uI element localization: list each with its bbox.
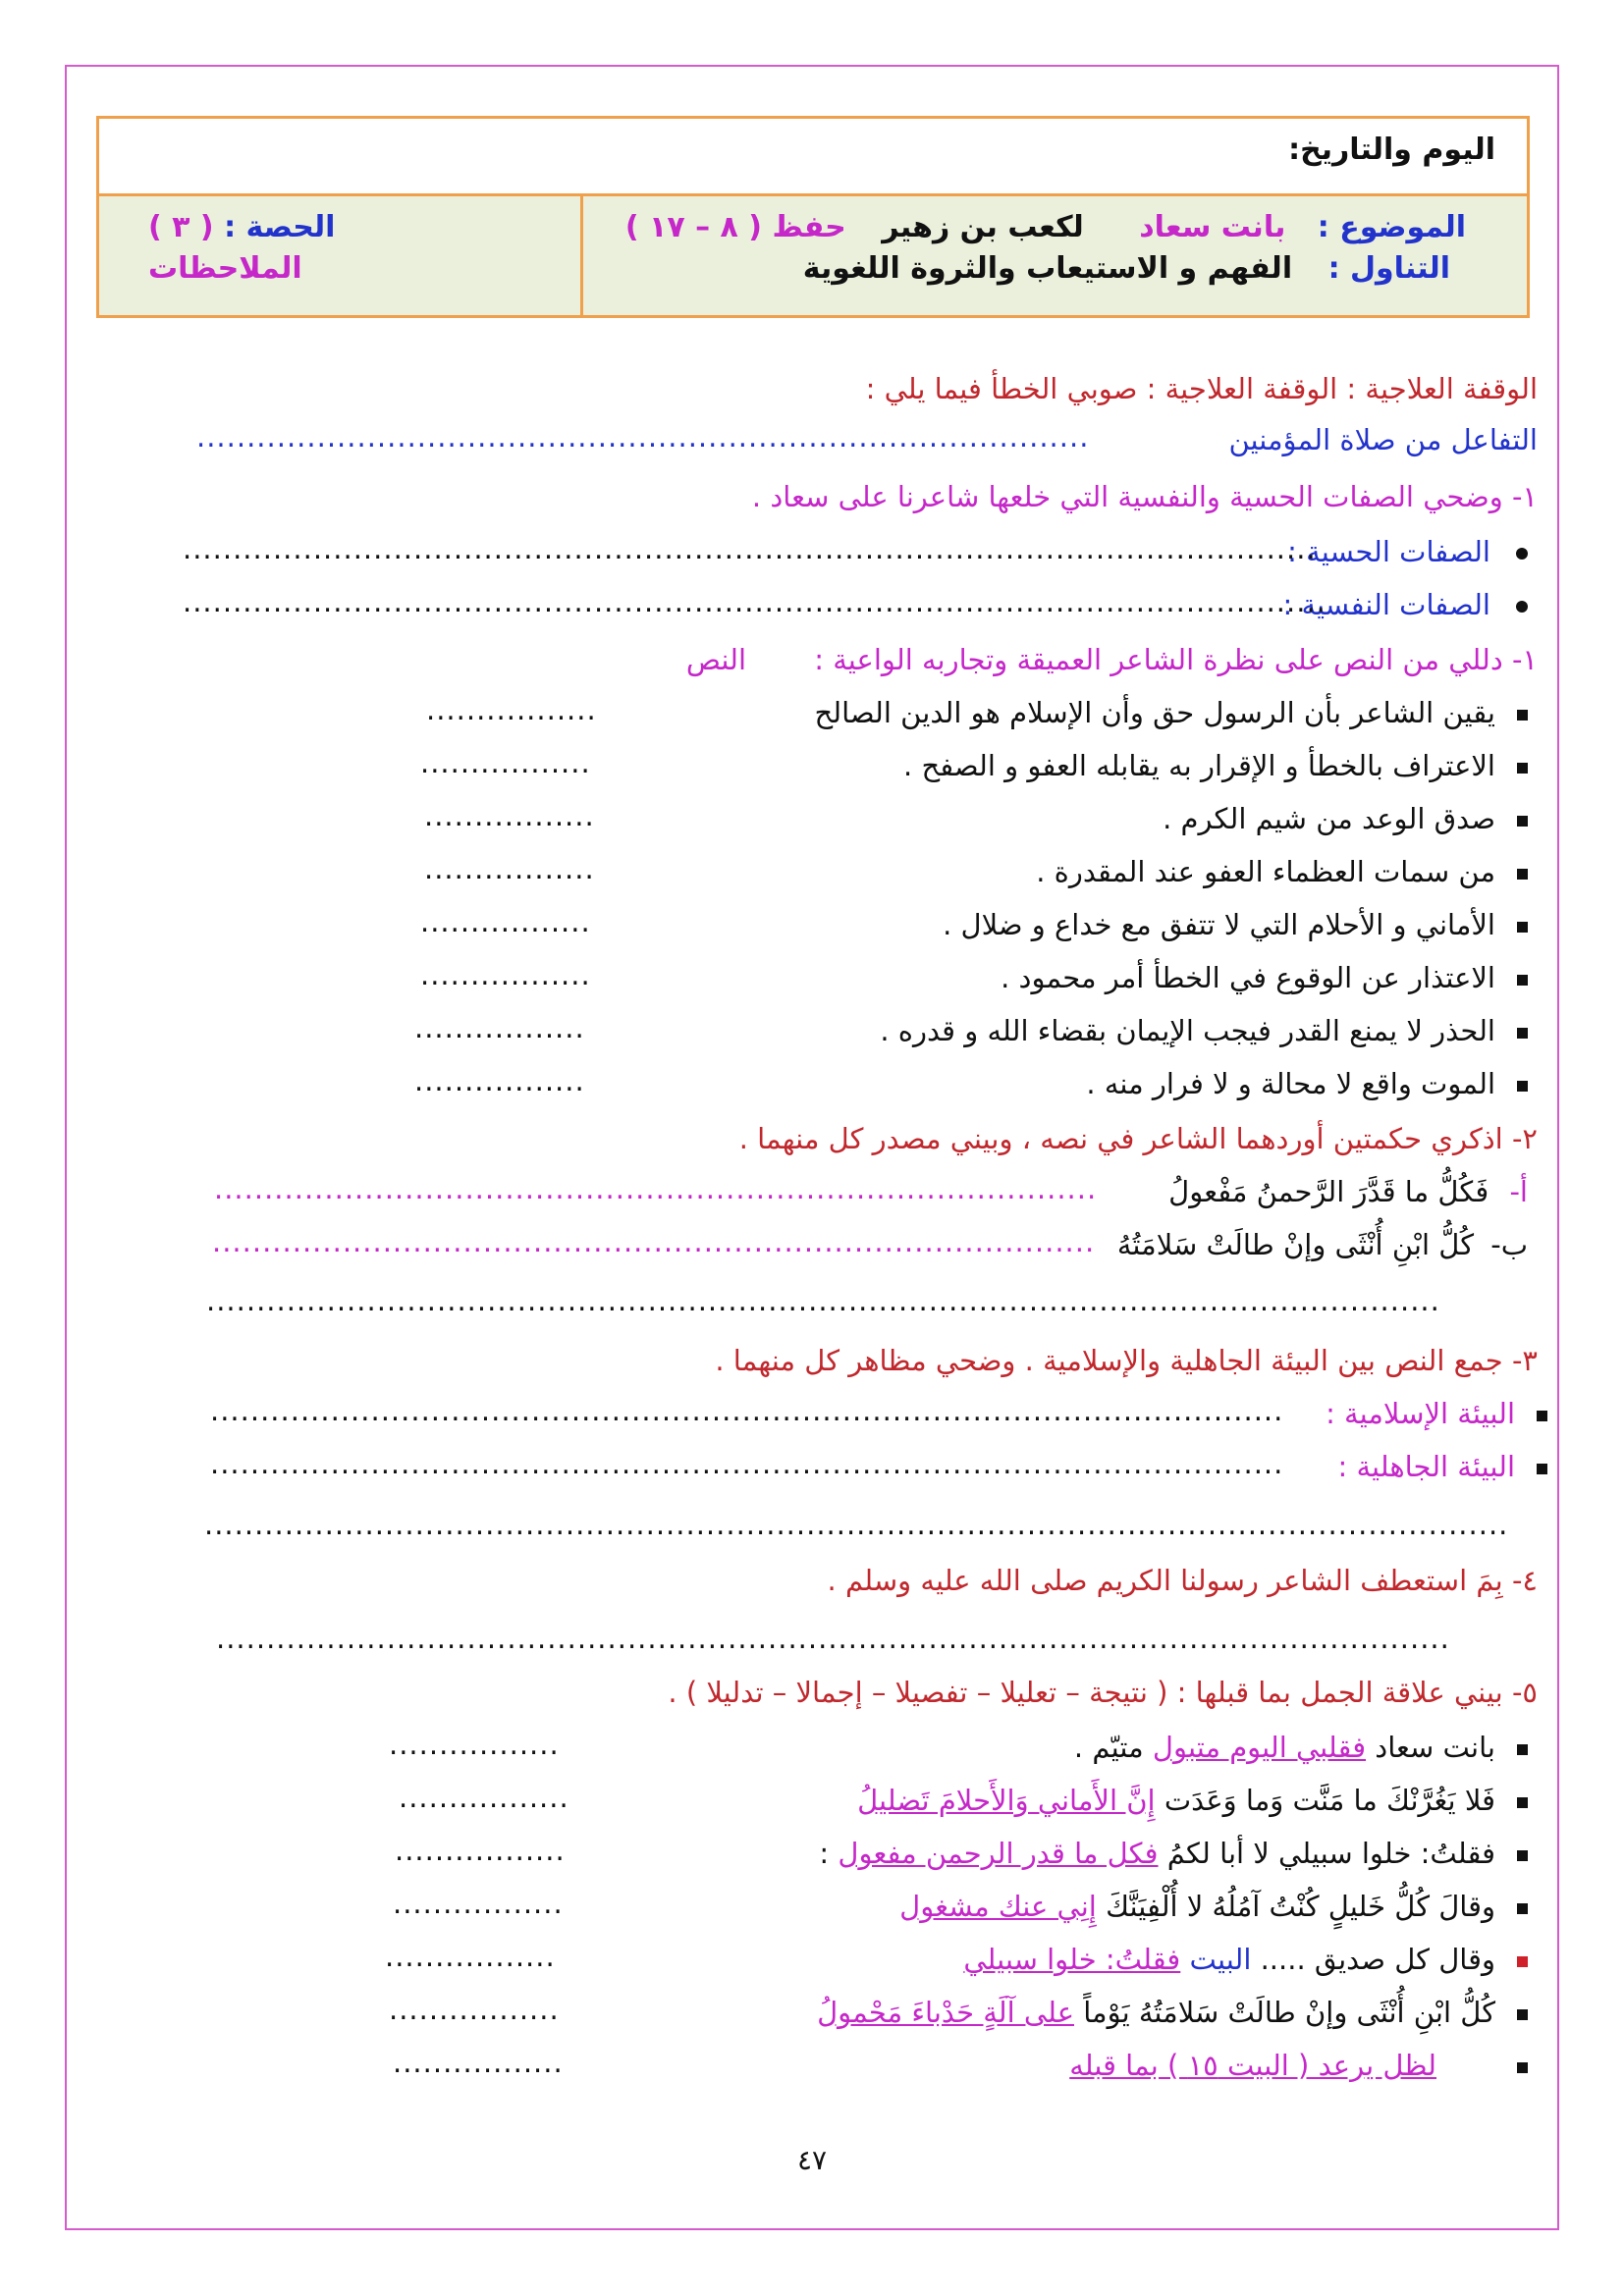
list-item — [963, 1940, 1528, 1979]
list-item — [1036, 852, 1528, 891]
bullet-icon — [1517, 869, 1528, 880]
wisdom-a-answer-line[interactable]: ........................................................................................ — [214, 1172, 1098, 1205]
list-item-text: من سمات العظماء العفو عند المقدرة . — [1036, 855, 1495, 888]
bullet-icon — [1517, 1903, 1528, 1914]
jahili-env-label: البيئة الجاهلية : — [1337, 1450, 1515, 1483]
list-item-text: الأماني و الأحلام التي لا تتفق مع خداع و ضلال . — [943, 908, 1495, 941]
wisdom-b — [1117, 1225, 1528, 1264]
bullet-icon — [1517, 710, 1528, 721]
answer-line[interactable]: ................. — [393, 1887, 564, 1920]
memorize-label: حفظ — [772, 210, 846, 244]
verse-highlight: إِنِي عنك مشغول — [899, 1890, 1097, 1923]
list-item — [815, 693, 1528, 732]
psych-answer-line[interactable]: .................................................................................................................. — [183, 585, 1326, 618]
memorize-range: ( ٨ – ١٧ ) — [624, 210, 762, 244]
bullet-icon — [1516, 601, 1528, 613]
answer-line[interactable]: ................. — [426, 693, 597, 726]
question-4-title: ٣- جمع النص بين البيئة الجاهلية والإسلامية . وضحي مظاهر كل منهما . — [715, 1344, 1538, 1377]
list-item — [1074, 1728, 1528, 1767]
list-item — [817, 1993, 1528, 2032]
verse-highlight: فقلبي اليوم متبول — [1152, 1731, 1367, 1764]
verse-highlight: إِنَّ الأَماني وَالأَحلامَ تَضليلُ — [857, 1784, 1156, 1817]
islamic-env-label: البيئة الإسلامية : — [1326, 1397, 1515, 1430]
answer-line[interactable]: ................. — [420, 958, 591, 991]
period-value: ( ٣ ) — [148, 210, 214, 244]
list-item — [880, 1011, 1528, 1050]
sensory-answer-line[interactable]: ................................................................................................................. — [183, 532, 1317, 565]
psych-label: الصفات النفسية : — [1282, 588, 1490, 621]
answer-line[interactable]: ................. — [389, 1728, 560, 1761]
question-1-title: ١- وضحي الصفات الحسية والنفسية التي خلعها شاعرنا على سعاد . — [751, 480, 1538, 513]
bullet-icon — [1517, 2009, 1528, 2020]
question-6-title: ٥- بيني علاقة الجمل بما قبلها : ( نتيجة – تعليلا – تفصيلا – إجمالا – تدليلا ) . — [668, 1676, 1538, 1709]
answer-line[interactable]: ................. — [414, 1064, 585, 1097]
list-item — [857, 1781, 1528, 1820]
notes-label: الملاحظات — [148, 251, 302, 286]
list-item — [1001, 958, 1528, 997]
bullet-icon — [1517, 2062, 1528, 2073]
text-column-label: النص — [685, 643, 747, 676]
list-item-text: يقين الشاعر بأن الرسول حق وأن الإسلام هو الدين الصالح — [814, 696, 1495, 729]
verse-tail: متيّم . — [1073, 1731, 1153, 1764]
wisdom-a — [1168, 1172, 1528, 1211]
list-item-text: الحذر لا يمنع القدر فيجب الإيمان بقضاء الله و قدره . — [880, 1014, 1495, 1047]
list-item — [899, 1887, 1528, 1926]
bullet-icon — [1517, 816, 1528, 827]
islamic-env-row — [1326, 1394, 1547, 1433]
islamic-env-answer-line[interactable]: ........................................................................................................... — [210, 1394, 1284, 1427]
verse-text: فَلا يَغُرَّنْكَ ما مَنَّت وَما وَعَدَت — [1155, 1784, 1495, 1817]
list-item-text: صدق الوعد من شيم الكرم . — [1163, 802, 1495, 835]
bullet-icon — [1517, 922, 1528, 933]
question-5-title: ٤- بِمَ استعطف الشاعر رسولنا الكريم صلى الله عليه وسلم . — [827, 1564, 1538, 1597]
list-item-text: الموت واقع لا محالة و لا فرار منه . — [1086, 1067, 1495, 1100]
topic-value: الفهم و الاستيعاب والثروة اللغوية — [802, 251, 1293, 286]
answer-line[interactable]: ................. — [399, 1781, 569, 1814]
answer-line[interactable]: ................. — [420, 905, 591, 938]
verse-text: كُلُّ ابْنِ أُنْثَى وإنْ طالَتْ سَلامَتُهُ يَوْماً — [1074, 1996, 1495, 2029]
verse-highlight: لظل يرعد ( البيت ١٥ ) بما قبله — [1069, 2049, 1436, 2082]
jahili-env-row — [1337, 1447, 1547, 1486]
answer-line[interactable]: ................. — [420, 746, 591, 779]
worksheet-content — [183, 0, 1538, 2296]
verse-text: فقلتُ: خلوا سبيلي لا أبا لكمُ — [1158, 1837, 1495, 1870]
sensory-traits-row — [1287, 532, 1528, 571]
subject-label: الموضوع : — [1317, 210, 1466, 244]
list-item — [819, 1834, 1528, 1873]
period-label: الحصة : — [224, 210, 336, 244]
answer-line[interactable]: ................. — [424, 799, 595, 832]
wisdom-b-answer-line[interactable]: ........................................................................................ — [212, 1225, 1096, 1258]
verse-tail: : — [819, 1837, 839, 1870]
list-item-text: الاعتراف بالخطأ و الإقرار به يقابله العفو و الصفح . — [903, 749, 1495, 782]
env-extra-answer-line[interactable]: .................................................................................................................................. — [204, 1508, 1509, 1541]
bullet-icon — [1517, 1850, 1528, 1861]
bullet-icon — [1516, 548, 1528, 560]
bullet-icon — [1517, 975, 1528, 986]
list-item — [1086, 1064, 1528, 1103]
page-number: ٤٧ — [796, 2144, 828, 2176]
wisdom-extra-answer-line[interactable]: ........................................................................................................................... — [206, 1284, 1440, 1317]
answer-line[interactable]: ................. — [395, 1834, 566, 1867]
bullet-icon — [1517, 1744, 1528, 1755]
wisdom-a-label: أ- — [1509, 1175, 1528, 1208]
answer-line[interactable]: ................. — [424, 852, 595, 885]
remedial-heading: الوقفة العلاجية : الوقفة العلاجية : صوبي الخطأ فيما يلي : — [865, 372, 1538, 405]
bullet-icon — [1517, 1956, 1528, 1967]
sensory-label: الصفات الحسية : — [1287, 535, 1490, 568]
answer-line[interactable]: ................. — [385, 1940, 556, 1973]
list-item-text: الاعتذار عن الوقوع في الخطأ أمر محمود . — [1001, 961, 1495, 994]
bullet-icon — [1517, 763, 1528, 774]
wisdom-b-text: كُلُّ ابْنِ أُنْثَى وإنْ طالَتْ سَلامَتُهُ — [1116, 1228, 1475, 1261]
list-item — [1069, 2046, 1528, 2085]
question-2-text: ١- دللي من النص على نظرة الشاعر العميقة وتجاربه الواعية : — [814, 643, 1538, 676]
verse-blue-label: البيت — [1180, 1943, 1252, 1976]
verse-text: بانت سعاد — [1366, 1731, 1495, 1764]
verse-highlight: على آلَةٍ حَدْباءَ مَحْمولُ — [817, 1996, 1074, 2029]
topic-label: التناول : — [1327, 251, 1450, 286]
list-item — [903, 746, 1528, 785]
verse-highlight: فكل ما قدر الرحمن مفعول — [838, 1837, 1159, 1870]
jahili-env-answer-line[interactable]: ........................................................................................................... — [210, 1447, 1284, 1480]
question-2-title — [686, 640, 1538, 679]
date-label: اليوم والتاريخ: — [1288, 133, 1495, 167]
question-3-title: ٢- اذكري حكمتين أوردهما الشاعر في نصه ، وبيني مصدر كل منهما . — [738, 1122, 1538, 1155]
wisdom-a-text: فَكُلُّ ما قَدَّرَ الرَّحمنُ مَفْعولُ — [1168, 1175, 1489, 1208]
answer-line[interactable]: ................. — [414, 1011, 585, 1044]
bullet-icon — [1517, 1028, 1528, 1039]
subject-title: بانت سعاد — [1139, 210, 1286, 244]
bullet-icon — [1537, 1411, 1547, 1421]
verse-text: وقالَ كُلُّ خَليلٍ كُنْتُ آمُلُهُ لا أُلْفِيَنَّكَ — [1096, 1890, 1495, 1923]
interaction-heading: التفاعل من صلاة المؤمنين — [1228, 423, 1538, 456]
verse-text: وقال كل صديق ..... — [1251, 1943, 1495, 1976]
answer-line[interactable]: ................. — [393, 2046, 564, 2079]
q5-answer-line[interactable]: ........................................................................................................................... — [216, 1622, 1450, 1655]
bullet-icon — [1537, 1464, 1547, 1474]
list-item — [943, 905, 1528, 944]
bullet-icon — [1517, 1081, 1528, 1092]
wisdom-b-label: ب- — [1490, 1228, 1528, 1261]
interaction-answer-line[interactable]: ......................................................................................... — [196, 420, 1090, 454]
answer-line[interactable]: ................. — [389, 1993, 560, 2026]
verse-highlight: فقلتُ: خلوا سبيلي — [963, 1943, 1181, 1976]
list-item — [1163, 799, 1528, 838]
subject-author: لكعب بن زهير — [882, 210, 1084, 244]
bullet-icon — [1517, 1797, 1528, 1808]
